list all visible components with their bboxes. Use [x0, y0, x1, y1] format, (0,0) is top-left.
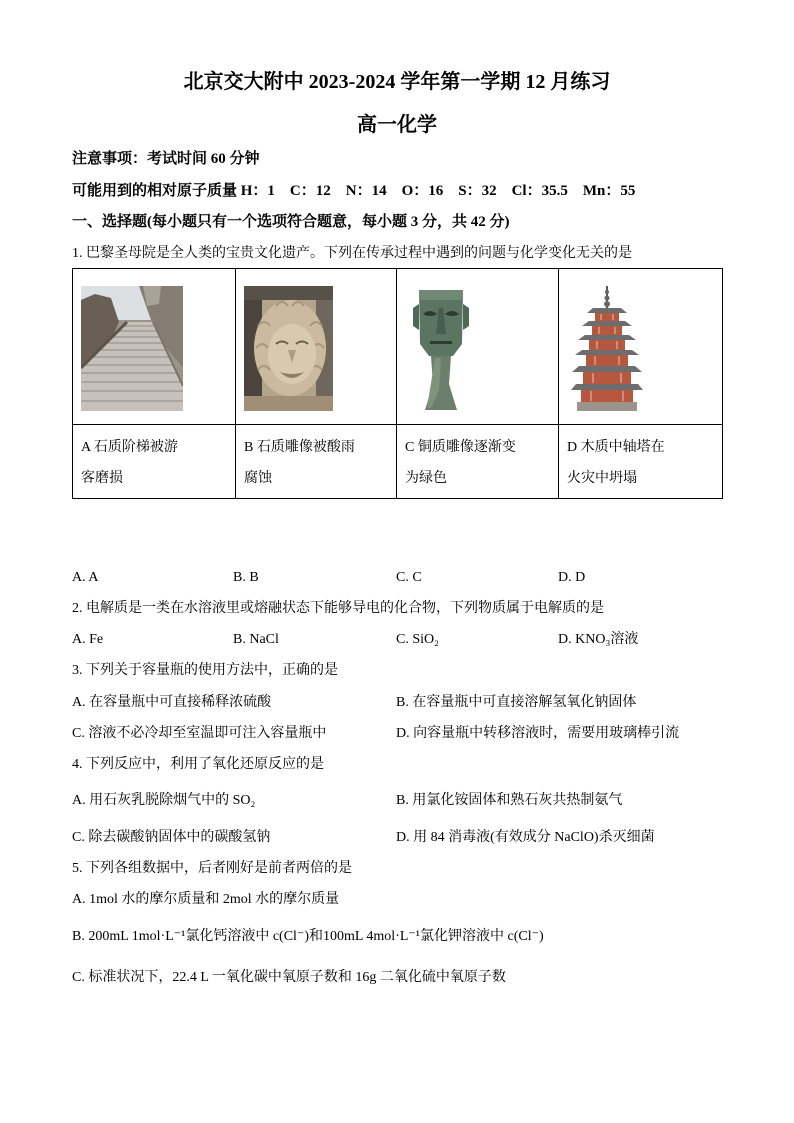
question-1-table [72, 268, 723, 499]
table-image-row [73, 269, 723, 425]
option-4a: A. 用石灰乳脱除烟气中的 SO₂ [72, 793, 256, 808]
exam-title: 北京交大附中 2023-2024 学年第一学期 12 月练习 [183, 71, 611, 93]
table-cell-c-caption [397, 425, 559, 499]
option-5a: A. 1mol 水的摩尔质量和 2mol 水的摩尔质量 [72, 892, 340, 907]
table-cell-a-image [73, 269, 236, 425]
question-5-stem: 5. 下列各组数据中，后者刚好是前者两倍的是 [72, 861, 352, 876]
caption-a-line2: 客磨损 [81, 471, 123, 486]
caption-b-line1: B 石质雕像被酸雨 [244, 440, 355, 455]
option-3a: A. 在容量瓶中可直接稀释浓硫酸 [72, 695, 272, 710]
option-4c: C. 除去碳酸钠固体中的碳酸氢钠 [72, 830, 271, 845]
table-caption-row [73, 425, 723, 499]
option-3d: D. 向容量瓶中转移溶液时，需要用玻璃棒引流 [396, 726, 680, 741]
table-cell-b-image [236, 269, 397, 425]
caption-d-line2: 火灾中坍塌 [567, 471, 637, 486]
pagoda-photo [571, 286, 643, 413]
table-cell-d-caption [559, 425, 723, 499]
bronze-mask-photo [411, 286, 471, 413]
table-cell-d-image [559, 269, 723, 425]
exam-notes: 注意事项：考试时间 60 分钟 [72, 151, 260, 167]
option-2b: B. NaCl [233, 632, 279, 647]
caption-b-line2: 腐蚀 [244, 471, 272, 486]
question-4-stem: 4. 下列反应中，利用了氧化还原反应的是 [72, 757, 324, 772]
question-2-stem: 2. 电解质是一类在水溶液里或熔融状态下能够导电的化合物，下列物质属于电解质的是 [72, 601, 604, 616]
option-2c: C. SiO₂ [396, 632, 440, 647]
option-2a: A. Fe [72, 632, 104, 647]
option-2d: D. KNO₃溶液 [558, 632, 639, 647]
option-5c: C. 标准状况下，22.4 L 一氧化碳中氧原子数和 16g 二氧化硫中氧原子数 [72, 970, 506, 985]
table-cell-a-caption [73, 425, 236, 499]
table-cell-b-caption [236, 425, 397, 499]
lion-statue-photo [244, 286, 333, 411]
option-5b: B. 200mL 1mol·L⁻¹氯化钙溶液中 c(Cl⁻)和100mL 4mol·L⁻¹氯化钾溶液中 c(Cl⁻) [72, 929, 544, 944]
question-1-stem: 1. 巴黎圣母院是全人类的宝贵文化遗产。下列在传承过程中遇到的问题与化学变化无关的是 [72, 246, 632, 261]
option-4b: B. 用氯化铵固体和熟石灰共热制氨气 [396, 793, 623, 808]
section-heading: 一、选择题(每小题只有一个选项符合题意，每小题 3 分，共 42 分) [72, 214, 510, 230]
option-3c: C. 溶液不必冷却至室温即可注入容量瓶中 [72, 726, 327, 741]
caption-c-line2: 为绿色 [405, 471, 447, 486]
question-3-stem: 3. 下列关于容量瓶的使用方法中，正确的是 [72, 663, 338, 678]
option-1d: D. D [558, 570, 586, 585]
option-1a: A. A [72, 570, 99, 585]
option-3b: B. 在容量瓶中可直接溶解氢氧化钠固体 [396, 695, 637, 710]
stone-stairs-photo [81, 286, 183, 411]
caption-d-line1: D 木质中轴塔在 [567, 440, 665, 455]
option-4d: D. 用 84 消毒液(有效成分 NaClO)杀灭细菌 [396, 830, 655, 845]
option-1c: C. C [396, 570, 422, 585]
caption-a-line1: A 石质阶梯被游 [81, 440, 178, 455]
exam-subtitle: 高一化学 [357, 114, 437, 136]
option-1b: B. B [233, 570, 259, 585]
atomic-mass-reference: 可能用到的相对原子质量 H：1 C：12 N：14 O：16 S：32 Cl：35.5 Mn：55 [72, 183, 636, 199]
table-cell-c-image [397, 269, 559, 425]
caption-c-line1: C 铜质雕像逐渐变 [405, 440, 516, 455]
